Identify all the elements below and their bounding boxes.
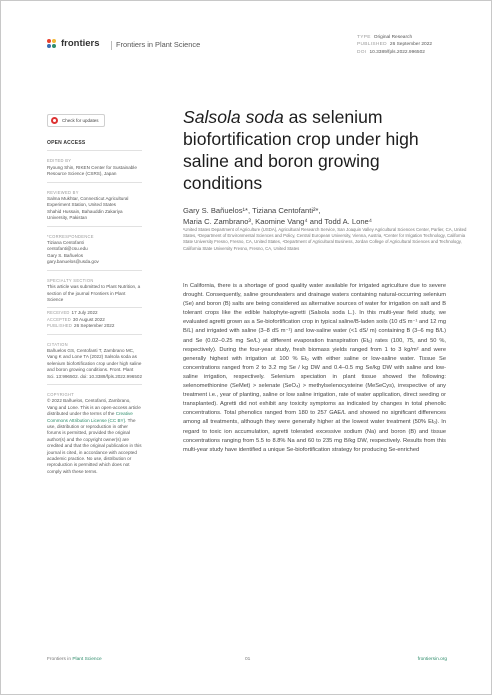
update-check-icon bbox=[51, 117, 58, 124]
correspondent-email[interactable]: centofanti@csu.edu bbox=[47, 246, 88, 252]
frontiers-logo[interactable] bbox=[47, 38, 100, 49]
logo-text: frontiers bbox=[61, 38, 100, 49]
sidebar bbox=[47, 140, 142, 475]
page-number: 01 bbox=[245, 657, 251, 662]
correspondent: Tiziana Centofanti bbox=[47, 240, 84, 246]
citation-label: CITATION bbox=[47, 341, 68, 347]
citation-text: Bañuelos GS, Centofanti T, Zambrano MC, Vang K and Lone TA (2022) Salsola soda as selenium biofortification crop under high saline and boron growing conditions. Front. Plant Sci. 13:996502. doi: 10.3389/fpls.2022.996502 bbox=[47, 347, 143, 379]
meta-type: TYPE Original Research bbox=[357, 35, 413, 40]
copyright-text: © 2022 Bañuelos, Centofanti, Zambrano, Vang and Lone. This is an open-access article distributed under the terms of the Creative Commons Attribution License (CC BY). The use, distribution or reproduction in other forums is permitted, provided the original author(s) and the copyright owner(s) are credited and that the original publication in this journal is cited, in accordance with accepted academic practice. No use, distribution or reproduction is permitted which does not comply with these terms. bbox=[47, 398, 142, 474]
reviewed-by-label: REVIEWED BY bbox=[47, 189, 79, 195]
abstract: In California, there is a shortage of good quality water available for irrigated agriculture due to severe drought. Consequently, saline groundwaters and drainage waters containing natural-occurring selenium (Se) and boron (B) salts are being considered as alternative sources of water for irrigation on salt and B tolerant crops like the edible halophyte-agretti (Salsola soda L.). In this multi-year field study, we evaluated agretti grown as a Se-biofortification crop in typical saline/B-laden soils (10 dS m⁻¹ and 12 mg B/L) and irrigated with saline (3–8 dS m⁻¹) and low-saline water (<1 dS/ m) containing B (3–6 mg B/L) and Se (0.02–0.25 mg Se/L) at different evaporation transpiration (Etₒ) rates (100, 75, and 50 %, respectively). During the four-year study, fresh biomass yields ranged from 1 to 3 kg/m² and were generally highest with irrigation at 100 % Etₒ with either saline or low-saline water. Tissue Se concentrations ranged from 2 to 3.2 mg Se / kg DW and 0.4–0.5 mg Se/kg DW with saline and low-saline irrigation, respectively. Selenium speciation in plant tissue showed the following: selenomethionine (SeMet) > selenate (SeO₄) > methylselenocysteine (MeSeCys), irrespective of any treatment i.e., year of planting, saline or low saline irrigation, rate of water application, direct seeding or transplanted). Agretti did not exhibit any toxicity symptoms as indicated by changes in total phenolic concentrations. Total phenolics ranged from 180 to 257 GAE/L and showed no significant differences among all treatments, although they were generally higher at the lowest water treatment (50% Etₒ). In regard to toxic ion accumulation, agretti tolerated excessive sodium (Na) and boron (B) and tissue concentrations ranging from 5.5 to 8.8% Na and 60 to 235 mg B/kg DW, respectively. Results from this multi-year study have identified a unique Se-biofortification strategy for producing Se-enriched bbox=[183, 283, 446, 453]
license-link[interactable]: Creative Commons Attribution License (CC BY) bbox=[47, 411, 133, 423]
editor: Ryoung Shin, RIKEN Center for Sustainable Resource Science (CSRS), Japan bbox=[47, 164, 137, 177]
check-for-updates-button[interactable] bbox=[47, 114, 105, 127]
edited-by-label: EDITED BY bbox=[47, 158, 72, 164]
author-list: Gary S. Bañuelos¹*, Tiziana Centofanti²*, Maria C. Zambrano³, Kaomine Vang⁴ and Todd A. Lone⁴ bbox=[183, 206, 373, 226]
affiliations: ¹United States Department of Agriculture (USDA), Agricultural Research Service, San Joaquin Valley Agricultural Sciences Center, Parlier, CA, United States, ²Department of Environmental Sciences and Policy, Central European University, Vienna, Austria, ³Center for Irrigation Technology, California State University Fresno, Fresno, CA, United States, ⁴Department of Agricultural Business, Jordan College of Agricultural Sciences and Technology, California State University Fresno, Fresno, CA, United States bbox=[183, 227, 467, 251]
journal-name: Frontiers in Plant Science bbox=[111, 40, 200, 50]
article-dates: RECEIVED 17 July 2022 ACCEPTED 30 August 2022 PUBLISHED 26 September 2022 bbox=[47, 307, 142, 329]
correspondence-label: *CORRESPONDENCE bbox=[47, 233, 94, 239]
meta-published: PUBLISHED 26 September 2022 bbox=[357, 42, 433, 48]
specialty-section: This article was submitted to Plant Nutrition, a section of the journal Frontiers in Plant Science bbox=[47, 284, 141, 302]
footer-site-link[interactable]: frontiersin.org bbox=[417, 657, 447, 662]
correspondent: Gary S. Bañuelos bbox=[47, 252, 84, 258]
meta-doi: DOI 10.3389/fpls.2022.996502 bbox=[357, 49, 425, 55]
article-title: Salsola soda as selenium biofortification crop under high saline and boron growing conditions bbox=[183, 107, 419, 193]
specialty-section-label: SPECIALTY SECTION bbox=[47, 277, 94, 283]
footer-journal: Frontiers in Plant Science bbox=[47, 657, 102, 662]
open-access-label: OPEN ACCESS bbox=[47, 140, 86, 146]
check-updates-label: Check for updates bbox=[62, 118, 99, 123]
correspondent-email[interactable]: gary.banuelos@usda.gov bbox=[47, 259, 99, 265]
article-meta bbox=[357, 34, 432, 56]
reviewer: Salma Mukhtar, Connecticut Agricultural Experiment Station, United States bbox=[47, 196, 129, 208]
copyright-label: COPYRIGHT bbox=[47, 391, 75, 397]
reviewer: Shahid Hussain, Bahauddin Zakariya University, Pakistan bbox=[47, 208, 123, 221]
frontiers-logo-icon bbox=[47, 39, 57, 49]
